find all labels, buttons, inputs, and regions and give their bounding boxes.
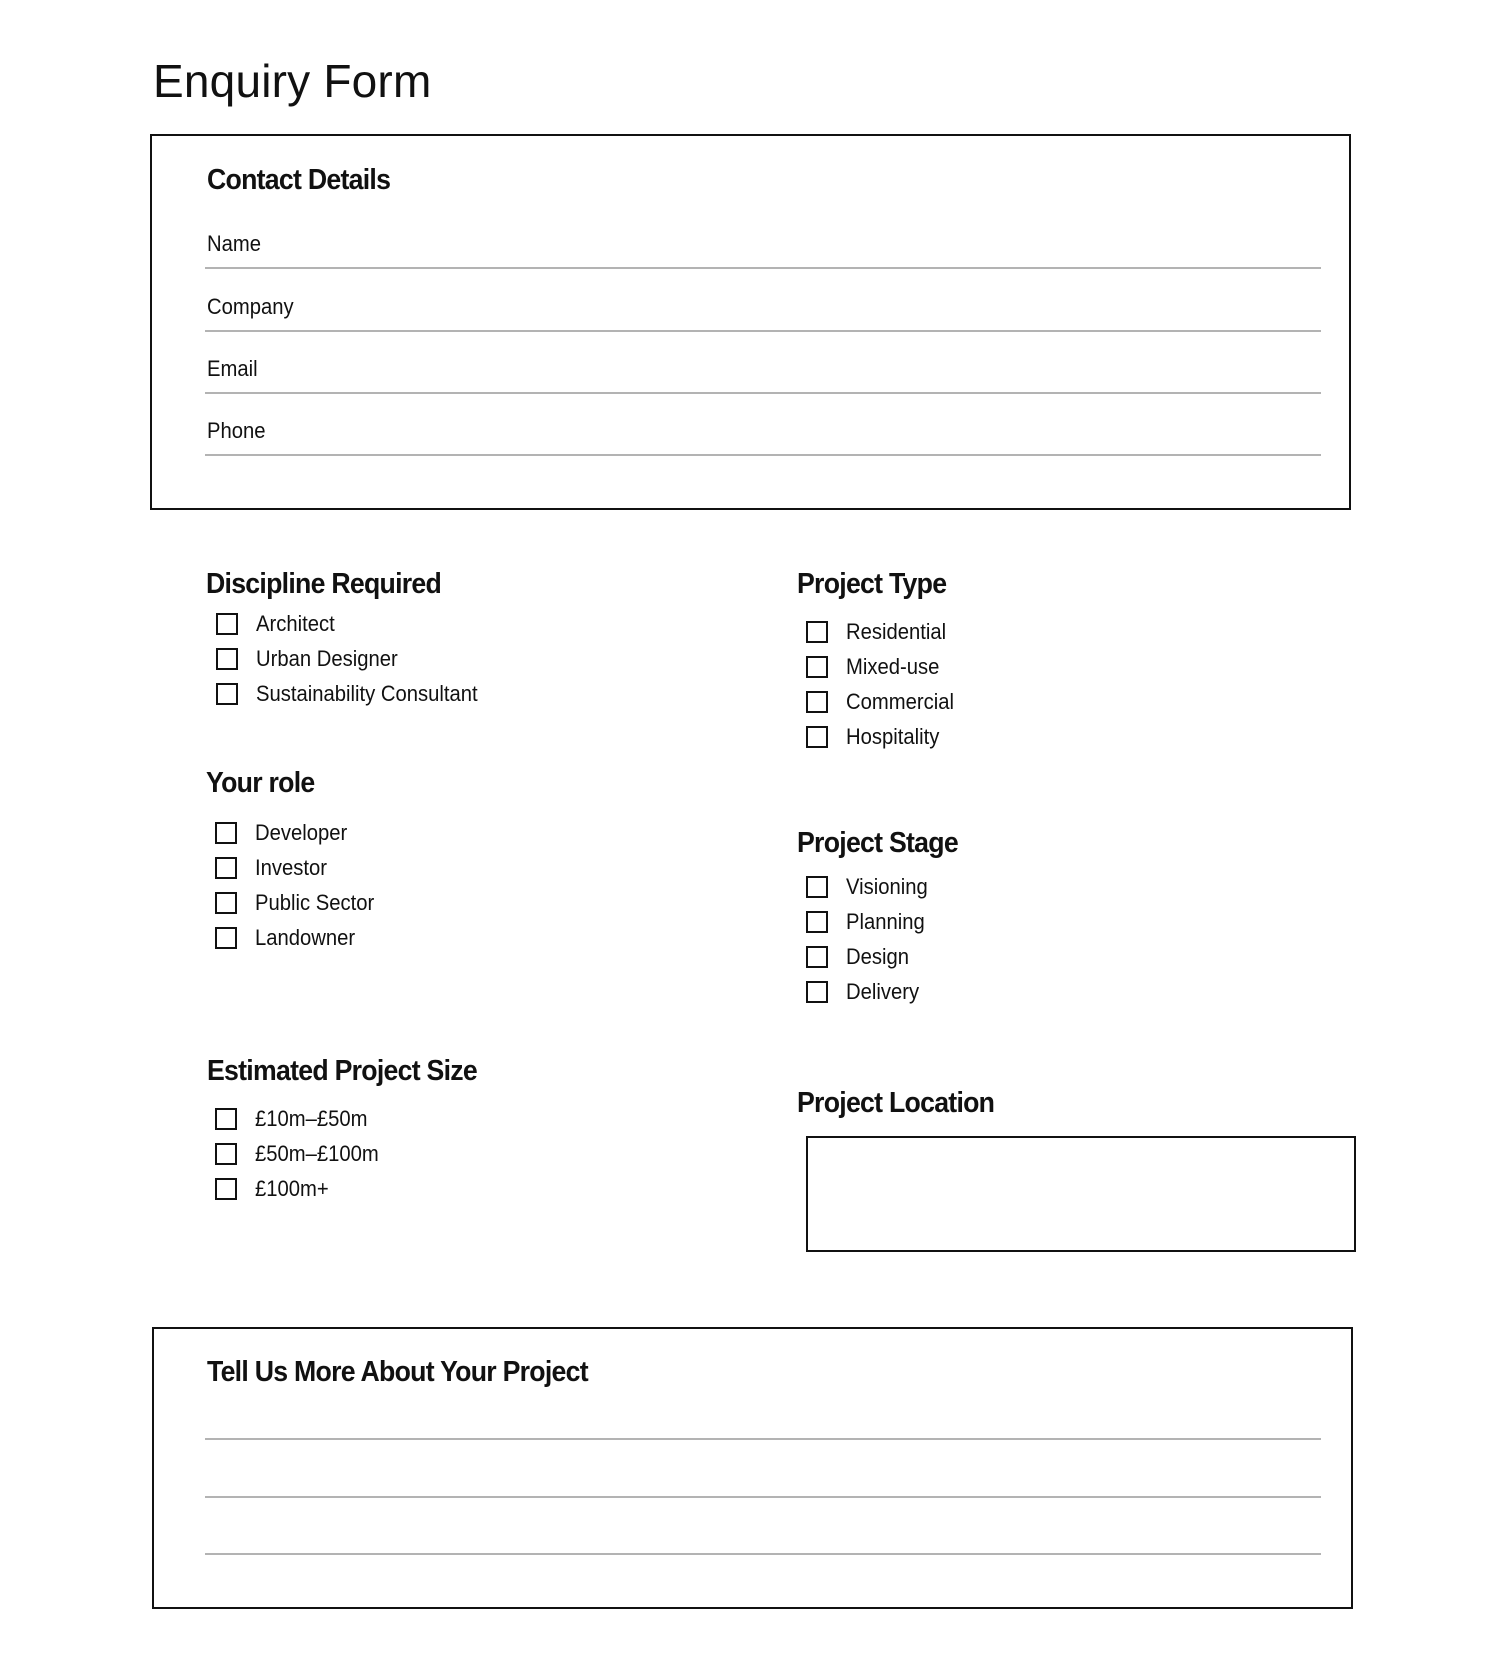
project-type-option-residential[interactable]	[806, 614, 963, 649]
checkbox[interactable]	[215, 1108, 237, 1130]
company-input[interactable]	[345, 294, 1321, 328]
checkbox[interactable]	[216, 613, 238, 635]
option-label: Public Sector	[255, 889, 375, 915]
option-label: Design	[846, 943, 910, 969]
checkbox[interactable]	[806, 876, 828, 898]
email-input[interactable]	[345, 356, 1321, 390]
size-option-50m-100m[interactable]	[215, 1136, 390, 1171]
checkbox[interactable]	[806, 911, 828, 933]
name-field-label: Name	[207, 231, 261, 256]
project-type-heading: Project Type	[797, 568, 947, 600]
discipline-heading: Discipline Required	[206, 568, 442, 600]
checkbox[interactable]	[216, 683, 238, 705]
email-field[interactable]	[205, 354, 1321, 394]
checkbox[interactable]	[806, 946, 828, 968]
checkbox[interactable]	[806, 621, 828, 643]
project-details-line-3[interactable]	[205, 1553, 1321, 1555]
checkbox[interactable]	[215, 857, 237, 879]
size-option-100m-plus[interactable]	[215, 1171, 390, 1206]
project-stage-option-delivery[interactable]	[806, 974, 935, 1009]
project-location-input[interactable]	[806, 1136, 1356, 1252]
name-input[interactable]	[345, 231, 1321, 265]
project-stage-option-visioning[interactable]	[806, 869, 935, 904]
project-stage-option-planning[interactable]	[806, 904, 935, 939]
role-option-landowner[interactable]	[215, 920, 385, 955]
option-label: Hospitality	[846, 723, 940, 749]
company-field[interactable]	[205, 292, 1321, 332]
phone-input[interactable]	[345, 418, 1321, 452]
size-option-10m-50m[interactable]	[215, 1101, 390, 1136]
discipline-option-sustainability-consultant[interactable]	[216, 676, 497, 711]
project-type-option-mixed-use[interactable]	[806, 649, 963, 684]
project-type-option-hospitality[interactable]	[806, 719, 963, 754]
role-heading: Your role	[206, 767, 315, 799]
checkbox[interactable]	[806, 981, 828, 1003]
role-options	[215, 815, 385, 955]
project-stage-heading: Project Stage	[797, 827, 958, 859]
checkbox[interactable]	[806, 656, 828, 678]
name-field[interactable]	[205, 229, 1321, 269]
size-options	[215, 1101, 390, 1206]
checkbox[interactable]	[806, 691, 828, 713]
email-field-underline	[205, 392, 1321, 394]
company-field-underline	[205, 330, 1321, 332]
company-field-label: Company	[207, 294, 294, 319]
option-label: Mixed-use	[846, 653, 940, 679]
discipline-option-urban-designer[interactable]	[216, 641, 497, 676]
discipline-option-architect[interactable]	[216, 606, 497, 641]
option-label: £50m–£100m	[255, 1140, 379, 1166]
phone-field-label: Phone	[207, 418, 266, 443]
project-type-options	[806, 614, 963, 754]
option-label: £10m–£50m	[255, 1105, 368, 1131]
phone-field-underline	[205, 454, 1321, 456]
checkbox[interactable]	[215, 822, 237, 844]
checkbox[interactable]	[215, 1143, 237, 1165]
checkbox[interactable]	[215, 892, 237, 914]
checkbox[interactable]	[215, 1178, 237, 1200]
option-label: Investor	[255, 854, 328, 880]
checkbox[interactable]	[216, 648, 238, 670]
option-label: Commercial	[846, 688, 954, 714]
role-option-investor[interactable]	[215, 850, 385, 885]
option-label: Visioning	[846, 873, 928, 899]
option-label: £100m+	[255, 1175, 329, 1201]
option-label: Landowner	[255, 924, 356, 950]
role-option-public-sector[interactable]	[215, 885, 385, 920]
email-field-label: Email	[207, 356, 258, 381]
name-field-underline	[205, 267, 1321, 269]
option-label: Sustainability Consultant	[256, 680, 478, 706]
project-type-option-commercial[interactable]	[806, 684, 963, 719]
size-heading: Estimated Project Size	[207, 1055, 477, 1087]
project-stage-option-design[interactable]	[806, 939, 935, 974]
project-stage-options	[806, 869, 935, 1009]
project-details-line-1[interactable]	[205, 1438, 1321, 1440]
contact-details-heading: Contact Details	[207, 164, 391, 196]
option-label: Developer	[255, 819, 348, 845]
option-label: Architect	[256, 610, 335, 636]
option-label: Planning	[846, 908, 925, 934]
checkbox[interactable]	[806, 726, 828, 748]
phone-field[interactable]	[205, 416, 1321, 456]
discipline-options	[216, 606, 497, 711]
option-label: Urban Designer	[256, 645, 398, 671]
project-location-heading: Project Location	[797, 1087, 995, 1119]
checkbox[interactable]	[215, 927, 237, 949]
page-title: Enquiry Form	[153, 55, 432, 107]
option-label: Residential	[846, 618, 947, 644]
option-label: Delivery	[846, 978, 920, 1004]
role-option-developer[interactable]	[215, 815, 385, 850]
project-details-line-2[interactable]	[205, 1496, 1321, 1498]
project-details-heading: Tell Us More About Your Project	[207, 1356, 588, 1388]
